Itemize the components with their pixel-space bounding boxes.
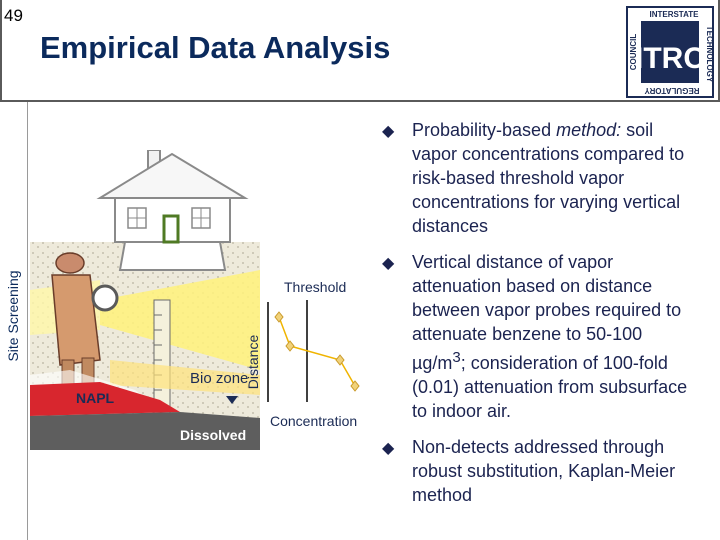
bullet-emphasis: method: (556, 120, 622, 140)
bullet-text: Probability-based (412, 120, 557, 140)
site-illustration (30, 150, 260, 450)
house-window-right (192, 208, 210, 228)
bullet-text-tail: ; consideration of 100-fold (0.01) attenuation from subsurface to indoor air. (412, 353, 688, 421)
threshold-graph (240, 262, 380, 432)
house-door (164, 216, 178, 242)
section-label: Site Screening (5, 270, 21, 362)
bullet-superscript: 3 (452, 349, 461, 366)
section-divider (27, 102, 28, 540)
napl-label: NAPL (76, 390, 115, 406)
logo-ring-top: INTERSTATE (649, 10, 699, 19)
logo-ring-bottom: REGULATORY (644, 86, 700, 95)
logo-letters: ITRC (635, 42, 705, 75)
bullet-text: Non-detects addressed through robust substitution, Kaplan-Meier method (412, 437, 676, 505)
header-divider (0, 100, 720, 102)
threshold-label: Threshold (284, 279, 347, 295)
slide-title: Empirical Data Analysis (40, 30, 391, 65)
concentration-curve (279, 317, 355, 386)
bullet-text: Vertical distance of vapor attenuation based on distance between vapor probes required to attenuate benzene to 50-100 µg/m (412, 252, 682, 373)
header-left-rule (0, 0, 2, 102)
house-roof (100, 154, 245, 198)
itrc-logo (626, 6, 714, 98)
house-window-left (128, 208, 146, 228)
bullet-item (380, 250, 690, 423)
logo-ring-right: TECHNOLOGY (705, 25, 714, 83)
logo-ring-left: COUNCIL (629, 33, 638, 71)
bullet-text-continued: soil vapor concentrations compared to risk-based threshold vapor concentrations for varying vertical distances (412, 120, 685, 236)
bullet-item (380, 118, 690, 238)
house-basement (120, 242, 225, 270)
diamond-bullet-icon: ◆ (382, 123, 395, 140)
bio-zone-label: Bio zone (190, 370, 249, 387)
diamond-bullet-icon: ◆ (382, 255, 395, 272)
bullet-item (380, 435, 690, 507)
bullet-list (380, 118, 690, 519)
data-point (275, 312, 283, 322)
dissolved-label: Dissolved (180, 427, 247, 443)
concentration-axis-label: Concentration (270, 413, 358, 429)
magnifier-icon (93, 286, 117, 310)
diamond-bullet-icon: ◆ (382, 440, 395, 457)
slide-number: 49 (4, 6, 23, 25)
data-point (286, 341, 294, 351)
vapor-probe (154, 300, 170, 415)
distance-axis-label: Distance (245, 334, 261, 390)
